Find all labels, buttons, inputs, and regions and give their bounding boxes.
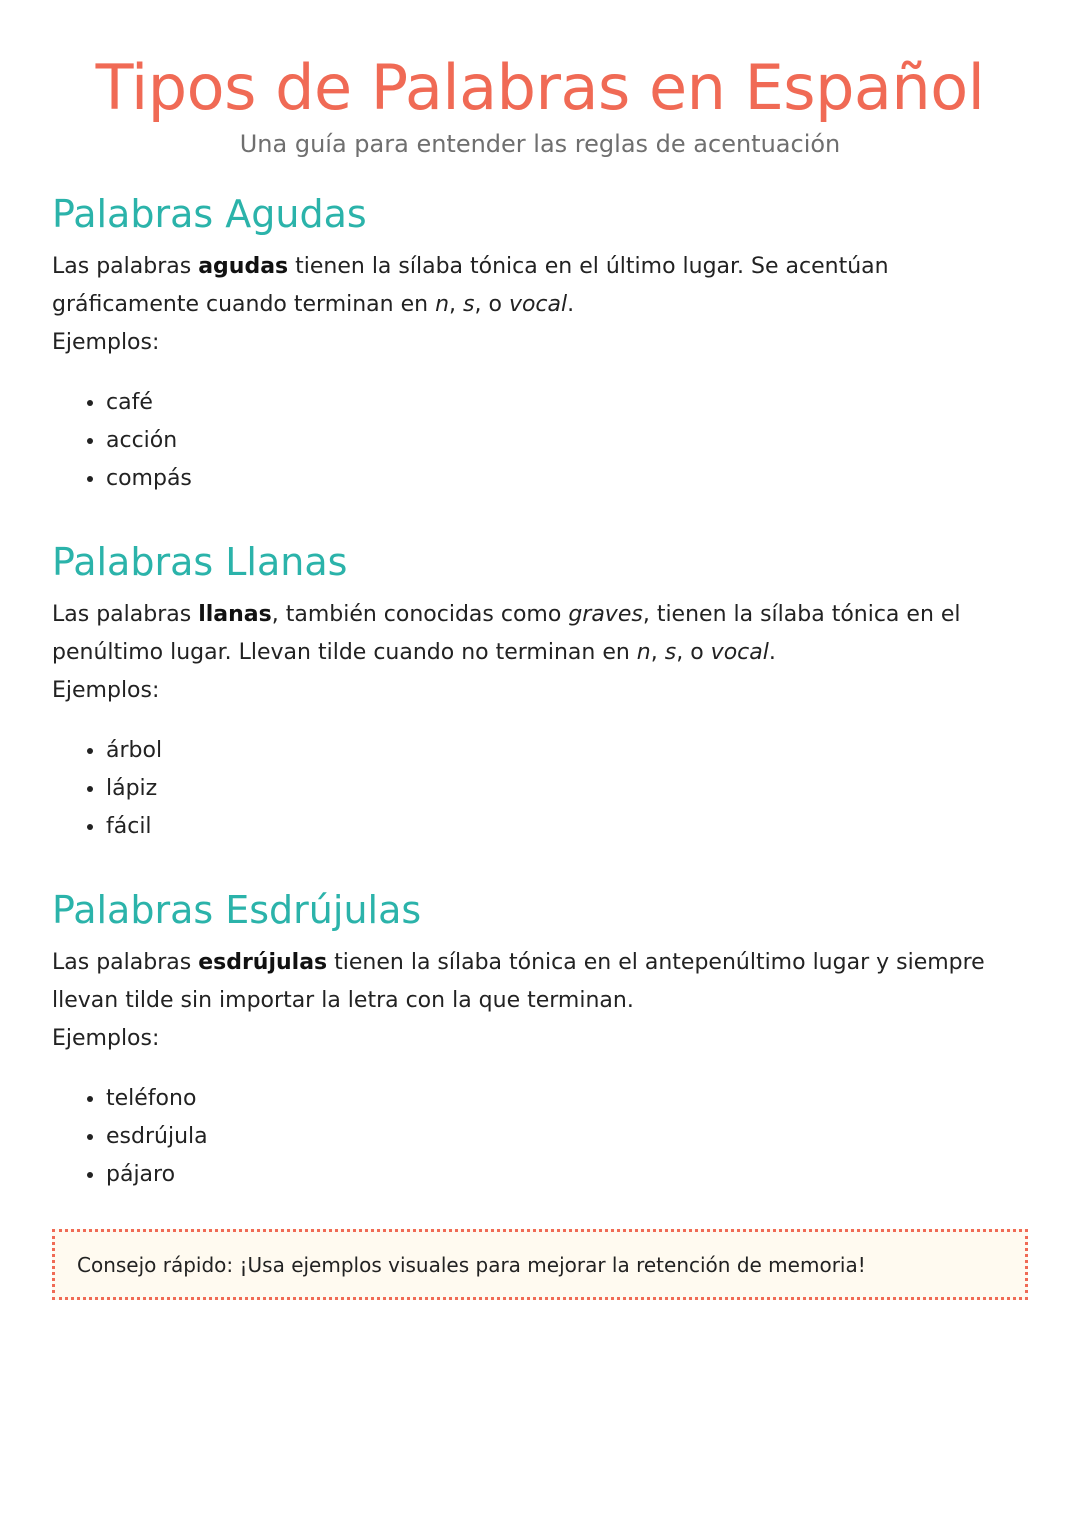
example-item: • café — [106, 384, 1028, 422]
text-fragment: Las palabras — [52, 950, 199, 975]
section-text-llanas — [52, 596, 1028, 710]
bold-term-agudas: agudas — [198, 254, 289, 279]
italic-term: graves — [568, 602, 643, 627]
page-subtitle: Una guía para entender las reglas de acentuación — [239, 130, 841, 158]
examples-label: Ejemplos: — [52, 1026, 160, 1051]
text-fragment: . — [567, 292, 575, 317]
text-fragment: , tienen la sílaba tónica en el penúltimo lugar. Llevan tilde cuando no terminan en — [52, 602, 961, 665]
italic-term: n — [636, 640, 651, 665]
section-llanas — [52, 538, 1028, 846]
example-item: • árbol — [106, 732, 1028, 770]
italic-term: n — [435, 292, 450, 317]
example-item: • acción — [106, 422, 1028, 460]
quick-tip-text: Consejo rápido: ¡Usa ejemplos visuales para mejorar la retención de memoria! — [77, 1252, 866, 1277]
italic-term: s — [463, 292, 475, 317]
page-title: Tipos de Palabras en Español — [95, 51, 985, 124]
section-text-esdrujulas — [52, 944, 1028, 1058]
examples-list-esdrujulas — [52, 1080, 1028, 1194]
section-agudas — [52, 190, 1028, 498]
section-esdrujulas — [52, 886, 1028, 1194]
text-fragment: tienen la sílaba tónica en el último lugar. Se acentúan gráficamente cuando terminan en — [52, 254, 889, 317]
italic-term: vocal — [710, 640, 769, 665]
section-title-esdrujulas: Palabras Esdrújulas — [52, 888, 422, 932]
bold-term-llanas: llanas — [198, 602, 272, 627]
example-item: • fácil — [106, 808, 1028, 846]
example-item: • lápiz — [106, 770, 1028, 808]
example-item: • compás — [106, 460, 1028, 498]
page-header — [52, 0, 1028, 160]
text-fragment: , — [449, 292, 464, 317]
text-fragment: , o — [676, 640, 711, 665]
examples-label: Ejemplos: — [52, 678, 160, 703]
example-item: • teléfono — [106, 1080, 1028, 1118]
example-item: • pájaro — [106, 1156, 1028, 1194]
text-fragment: , o — [474, 292, 509, 317]
quick-tip-box — [52, 1229, 1028, 1300]
italic-term: vocal — [508, 292, 568, 317]
text-fragment: , también conocidas como — [271, 602, 569, 627]
example-item: • esdrújula — [106, 1118, 1028, 1156]
examples-list-llanas — [52, 732, 1028, 846]
text-fragment: Las palabras — [52, 602, 199, 627]
section-title-llanas: Palabras Llanas — [52, 540, 348, 584]
text-fragment: tienen la sílaba tónica en el antepenúltimo lugar y siempre llevan tilde sin importar la letra con la que terminan. — [52, 950, 985, 1013]
section-title-agudas: Palabras Agudas — [52, 192, 367, 236]
text-fragment: . — [768, 640, 776, 665]
section-text-agudas — [52, 248, 1028, 362]
text-fragment: , — [650, 640, 665, 665]
text-fragment: Las palabras — [52, 254, 199, 279]
examples-list-agudas — [52, 384, 1028, 498]
examples-label: Ejemplos: — [52, 330, 160, 355]
italic-term: s — [664, 640, 677, 665]
bold-term-esdrujulas: esdrújulas — [198, 950, 328, 975]
